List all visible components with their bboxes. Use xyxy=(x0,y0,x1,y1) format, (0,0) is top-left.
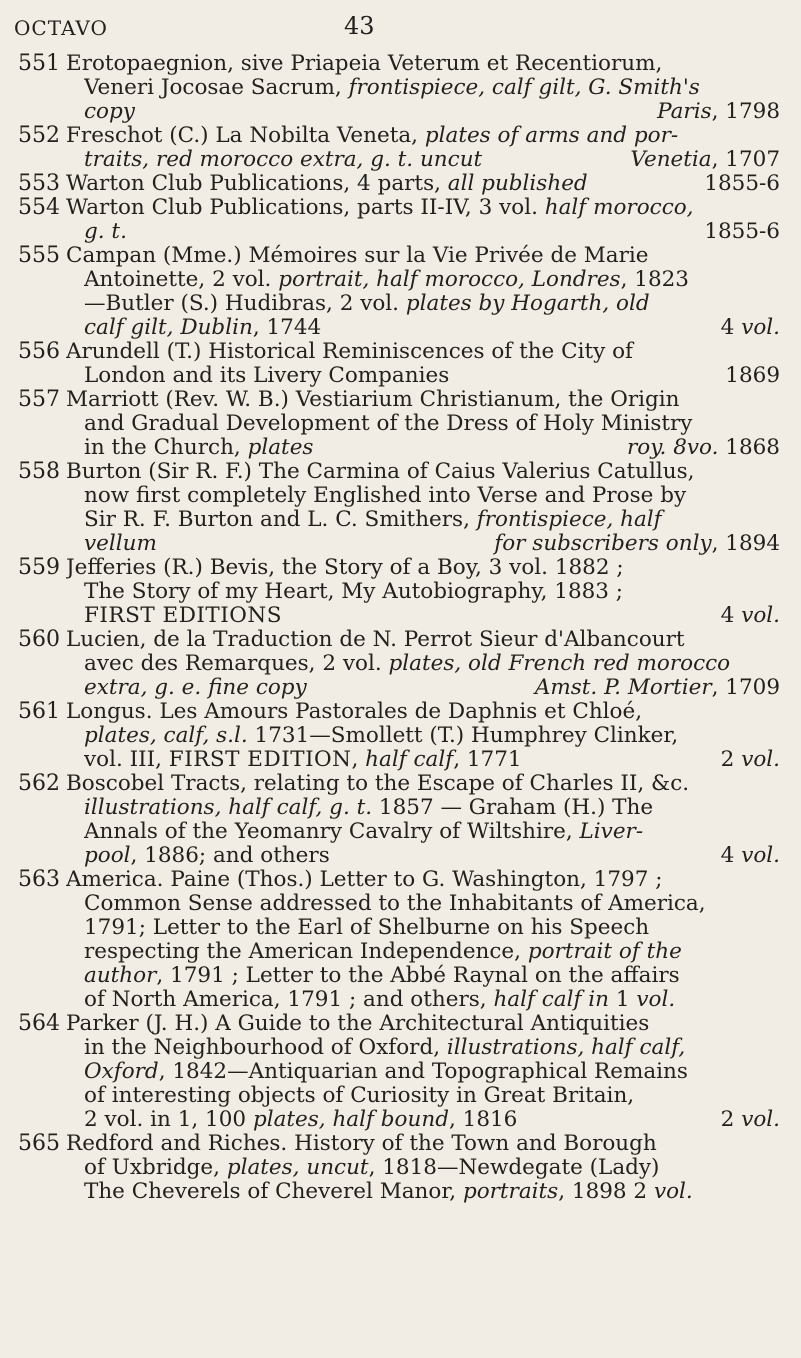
entry-text-segment: plates, uncut xyxy=(226,1156,369,1180)
entry-text-segment: Warton Club Publications, parts II-IV, 3 vol. xyxy=(66,196,545,220)
entry-line xyxy=(84,1036,780,1060)
entry-line xyxy=(84,316,780,340)
entry-text-segment: Venetia xyxy=(630,148,712,172)
entry-text-segment: vellum xyxy=(84,532,157,556)
catalogue-entry xyxy=(0,172,801,196)
entry-line xyxy=(84,580,780,604)
page-number: 43 xyxy=(344,12,375,40)
entry-line xyxy=(66,172,780,196)
entry-text-segment: 1855-6 xyxy=(704,220,780,244)
entry-line xyxy=(84,748,780,772)
entry-text-segment: 1 xyxy=(609,988,637,1012)
entry-line xyxy=(84,892,780,916)
entry-text-segment: Sir R. F. Burton and L. C. Smithers, xyxy=(84,508,477,532)
lot-number: 554 xyxy=(18,195,60,220)
entry-text-segment: , 1744 xyxy=(252,316,322,340)
entry-line xyxy=(84,676,780,700)
entry-line xyxy=(84,940,780,964)
entry-text-segment: of Uxbridge, xyxy=(84,1156,227,1180)
entry-text-segment: 1855-6 xyxy=(704,172,780,196)
entry-text-segment: copy xyxy=(84,100,135,124)
entry-text-segment: vol. xyxy=(741,1108,780,1132)
entry-text-segment: 2 xyxy=(720,1108,742,1132)
entry-text-segment: vol. xyxy=(741,604,780,628)
entry-line xyxy=(66,52,780,76)
entry-line xyxy=(84,724,780,748)
entry-line xyxy=(84,820,780,844)
entry-text-segment: in the Church, xyxy=(84,436,248,460)
entry-text-segment: , 1791 ; Letter to the Abbé Raynal on the affairs xyxy=(156,964,680,988)
entry-text-segment: Warton Club Publications, 4 parts, xyxy=(66,172,448,196)
entry-text-segment: roy. 8vo. xyxy=(627,436,719,460)
entry-line xyxy=(66,460,780,484)
entry-text-segment: Marriott (Rev. W. B.) Vestiarium Christianum, the Origin xyxy=(66,388,680,412)
lot-number: 562 xyxy=(18,771,60,796)
entry-text-segment: plates, half bound xyxy=(252,1108,449,1132)
entry-text-segment: portrait of the xyxy=(527,940,682,964)
entry-text-segment: 1791; Letter to the Earl of Shelburne on his Speech xyxy=(84,916,650,940)
entry-text-segment: illustrations, half calf, xyxy=(446,1036,686,1060)
lot-number: 555 xyxy=(18,243,60,268)
entry-text-segment: , 1894 xyxy=(711,532,780,556)
entry-line xyxy=(84,844,780,868)
entry-text-segment: extra, g. e. fine copy xyxy=(84,676,307,700)
entry-text-segment: now first completely Englished into Verse and Prose by xyxy=(84,484,687,508)
entry-text-segment: 4 xyxy=(720,844,742,868)
entry-line xyxy=(84,1180,780,1204)
entry-line-right xyxy=(721,1108,780,1132)
entry-text-segment: Veneri Jocosae Sacrum, xyxy=(84,76,349,100)
entry-text-segment: of interesting objects of Curiosity in Great Britain, xyxy=(84,1084,635,1108)
entry-text-segment: 1868 xyxy=(718,436,780,460)
entry-text-segment: vol. xyxy=(741,844,780,868)
entry-line xyxy=(84,988,780,1012)
entry-line xyxy=(84,652,780,676)
lot-number: 552 xyxy=(18,123,60,148)
entry-text-segment: Liver- xyxy=(579,820,644,844)
entry-text-segment: , 1842—Antiquarian and Topographical Remains xyxy=(158,1060,688,1084)
entry-text-segment: vol. III, xyxy=(84,748,169,772)
entry-line xyxy=(66,628,780,652)
entry-text-segment: , 1771 xyxy=(453,748,522,772)
catalogue-entry xyxy=(0,628,801,700)
entry-text-segment: vol. xyxy=(636,988,676,1012)
entry-text-segment: vol. xyxy=(741,748,780,772)
entry-text-segment: pool xyxy=(84,844,131,868)
entry-line-right xyxy=(704,172,780,196)
entry-text-segment: 1869 xyxy=(725,364,780,388)
entry-text-segment: calf gilt, Dublin xyxy=(84,316,253,340)
entry-line xyxy=(84,100,780,124)
entry-line xyxy=(84,916,780,940)
entry-text-segment: vol. xyxy=(741,316,780,340)
entry-text-segment: Burton (Sir R. F.) The Carmina of Caius Valerius Catullus, xyxy=(66,460,695,484)
catalogue-entry xyxy=(0,1132,801,1204)
entry-text-segment: in the Neighbourhood of Oxford, xyxy=(84,1036,447,1060)
entry-line-right xyxy=(721,748,780,772)
entry-text-segment: Parker (J. H.) A Guide to the Architectural Antiquities xyxy=(66,1012,650,1036)
entry-text-segment: 4 xyxy=(720,316,742,340)
entry-text-segment: , xyxy=(351,748,366,772)
entry-text-segment: half calf in xyxy=(493,988,610,1012)
entry-text-segment: , 1798 xyxy=(711,100,780,124)
entry-text-segment: vol. xyxy=(653,1180,693,1204)
catalogue-entry xyxy=(0,868,801,1012)
entry-text-segment: Jefferies (R.) Bevis, the Story of a Boy, 3 vol. 1882 ; xyxy=(66,556,624,580)
lot-number: 564 xyxy=(18,1011,60,1036)
entry-line xyxy=(66,196,780,220)
entry-line xyxy=(84,964,780,988)
page-header xyxy=(14,8,794,44)
entry-line-right xyxy=(725,364,780,388)
entry-line xyxy=(84,1060,780,1084)
entry-text-segment: The Cheverels of Cheverel Manor, xyxy=(84,1180,463,1204)
entry-text-segment: , 1823 xyxy=(620,268,689,292)
catalogue-entry xyxy=(0,196,801,244)
lot-number: 557 xyxy=(18,387,60,412)
entry-line xyxy=(84,796,780,820)
entry-text-segment: avec des Remarques, 2 vol. xyxy=(84,652,389,676)
entry-text-segment: 2 xyxy=(720,748,742,772)
entry-line xyxy=(84,532,780,556)
entry-line-right xyxy=(627,436,780,460)
catalogue-entry xyxy=(0,52,801,124)
entry-line-right xyxy=(494,532,780,556)
entry-line xyxy=(84,1156,780,1180)
entry-text-segment: The Story of my Heart, My Autobiography, 1883 ; xyxy=(84,580,624,604)
entry-text-segment: London and its Livery Companies xyxy=(84,364,450,388)
entry-text-segment: frontispiece, half xyxy=(476,508,662,532)
entry-text-segment: Common Sense addressed to the Inhabitants of America, xyxy=(84,892,706,916)
entry-text-segment: for subscribers only xyxy=(494,532,712,556)
lot-number: 561 xyxy=(18,699,60,724)
section-title: OCTAVO xyxy=(14,16,108,40)
entry-line-right xyxy=(630,148,780,172)
entry-line xyxy=(66,244,780,268)
entry-line xyxy=(84,148,780,172)
entry-line xyxy=(84,268,780,292)
entry-text-segment: , 1898 2 xyxy=(558,1180,654,1204)
entry-line xyxy=(66,124,780,148)
entry-text-segment: of North America, 1791 ; and others, xyxy=(84,988,494,1012)
catalogue-entry xyxy=(0,388,801,460)
entry-text-segment: plates by Hogarth, old xyxy=(405,292,650,316)
entry-line xyxy=(84,604,780,628)
lot-number: 563 xyxy=(18,867,60,892)
entry-text-segment: all published xyxy=(447,172,588,196)
entry-text-segment: Campan (Mme.) Mémoires sur la Vie Privée de Marie xyxy=(66,244,649,268)
entry-text-segment: 1731—Smollett (T.) Humphrey Clinker, xyxy=(247,724,679,748)
entry-line xyxy=(66,1012,780,1036)
entry-line xyxy=(66,772,780,796)
entry-text-segment: g. t. xyxy=(84,220,127,244)
entry-text-segment: traits, red morocco extra, g. t. uncut xyxy=(84,148,483,172)
entry-text-segment: Antoinette, 2 vol. xyxy=(84,268,279,292)
entry-text-segment: Longus. Les Amours Pastorales de Daphnis et Chloé, xyxy=(66,700,643,724)
entry-line xyxy=(66,868,780,892)
entry-text-segment: FIRST EDITIONS xyxy=(84,604,282,628)
entry-text-segment: portrait, half morocco, Londres xyxy=(278,268,621,292)
entry-text-segment: Annals of the Yeomanry Cavalry of Wiltshire, xyxy=(84,820,580,844)
entry-line xyxy=(66,340,780,364)
entry-line xyxy=(84,220,780,244)
entry-text-segment: Oxford xyxy=(84,1060,159,1084)
entry-text-segment: Erotopaegnion, sive Priapeia Veterum et Recentiorum, xyxy=(66,52,663,76)
entry-text-segment: , 1818—Newdegate (Lady) xyxy=(368,1156,660,1180)
entry-line-right xyxy=(721,604,780,628)
entry-text-segment: Paris xyxy=(657,100,712,124)
entry-text-segment: Boscobel Tracts, relating to the Escape of Charles II, &c. xyxy=(66,772,690,796)
entry-text-segment: 4 xyxy=(720,604,742,628)
entry-text-segment: half morocco, xyxy=(544,196,694,220)
entry-line xyxy=(66,556,780,580)
entry-text-segment: plates, old French red morocco xyxy=(388,652,731,676)
entry-text-segment: 2 vol. in 1, 100 xyxy=(84,1108,253,1132)
lot-number: 556 xyxy=(18,339,60,364)
catalogue-entry xyxy=(0,556,801,628)
lot-number: 558 xyxy=(18,459,60,484)
entry-line-right xyxy=(721,844,780,868)
entry-text-segment: America. Paine (Thos.) Letter to G. Washington, 1797 ; xyxy=(66,868,663,892)
lot-number: 565 xyxy=(18,1131,60,1156)
lot-number: 559 xyxy=(18,555,60,580)
entry-text-segment: plates xyxy=(247,436,314,460)
entry-text-segment: Arundell (T.) Historical Reminiscences of the City of xyxy=(66,340,633,364)
entry-text-segment: frontispiece, calf gilt, G. Smith's xyxy=(348,76,700,100)
entry-text-segment: —Butler (S.) Hudibras, 2 vol. xyxy=(84,292,406,316)
entry-line xyxy=(66,1132,780,1156)
entry-text-segment: Lucien, de la Traduction de N. Perrot Sieur d'Albancourt xyxy=(66,628,685,652)
entry-line-right xyxy=(721,316,780,340)
entry-line xyxy=(66,700,780,724)
entry-line xyxy=(84,412,780,436)
catalogue-entry xyxy=(0,460,801,556)
catalogue-entry xyxy=(0,244,801,340)
lot-number: 551 xyxy=(18,51,60,76)
catalogue-entry xyxy=(0,772,801,868)
catalogue-entry xyxy=(0,124,801,172)
entry-line xyxy=(84,292,780,316)
entry-line xyxy=(66,388,780,412)
entry-text-segment: author xyxy=(84,964,157,988)
entry-line xyxy=(84,76,780,100)
entry-text-segment: and Gradual Development of the Dress of Holy Ministry xyxy=(84,412,693,436)
catalogue-entry xyxy=(0,700,801,772)
catalogue-entry xyxy=(0,1012,801,1132)
entry-text-segment: , 1886; and others xyxy=(130,844,330,868)
entry-text-segment: Freschot (C.) La Nobilta Veneta, xyxy=(66,124,425,148)
entry-line xyxy=(84,436,780,460)
entry-text-segment: , 1709 xyxy=(711,676,780,700)
entry-text-segment: half calf xyxy=(365,748,454,772)
entry-text-segment: , 1707 xyxy=(711,148,780,172)
entry-line-right xyxy=(704,220,780,244)
entry-line xyxy=(84,364,780,388)
entry-text-segment: Redford and Riches. History of the Town and Borough xyxy=(66,1132,657,1156)
lot-number: 560 xyxy=(18,627,60,652)
entry-line xyxy=(84,1084,780,1108)
entry-text-segment: plates of arms and por- xyxy=(424,124,679,148)
catalogue-entry xyxy=(0,340,801,388)
entry-text-segment: portraits xyxy=(462,1180,559,1204)
entry-text-segment: 1857 — Graham (H.) The xyxy=(372,796,654,820)
entry-line xyxy=(84,1108,780,1132)
entry-text-segment: , 1816 xyxy=(448,1108,518,1132)
entry-line xyxy=(84,484,780,508)
entry-text-segment: respecting the American Independence, xyxy=(84,940,528,964)
entry-text-segment: FIRST EDITION xyxy=(168,748,352,772)
lot-number: 553 xyxy=(18,171,60,196)
entry-text-segment: Amst. P. Mortier xyxy=(534,676,712,700)
entry-text-segment: illustrations, half calf, g. t. xyxy=(84,796,373,820)
entry-line-right xyxy=(657,100,780,124)
entry-text-segment: plates, calf, s.l. xyxy=(84,724,248,748)
entry-line-right xyxy=(535,676,780,700)
entry-line xyxy=(84,508,780,532)
